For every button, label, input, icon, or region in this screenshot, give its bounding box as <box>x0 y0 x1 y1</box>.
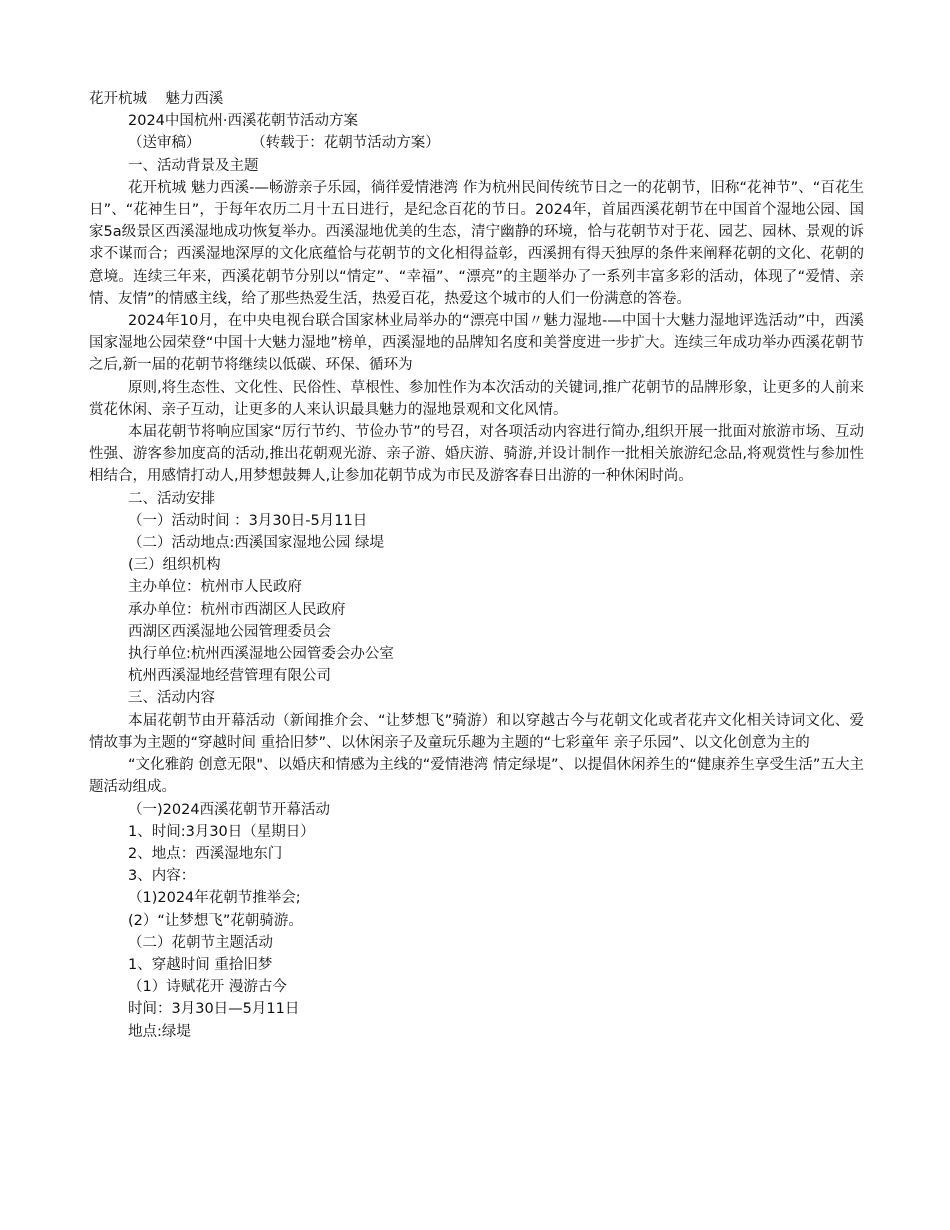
paragraph-call: 本届花朝节将响应国家“厉行节约、节俭办节”的号召，对各项活动内容进行简办,组织开展一批面对旅游市场、互动性强、游客参加度高的活动,推出花朝观光游、亲子游、婚庆游、骑游,并设计制作一批相关旅游纪念品,将观赏性与参加性相结合，用感情打动人,用梦想鼓舞人,让参加花朝节成为市民及游客春日出游的一种休闲时尚。 <box>89 424 864 485</box>
opening-place: 2、地点：西溪湿地东门 <box>128 845 283 862</box>
theme-activity-heading: （二）花朝节主题活动 <box>128 934 273 951</box>
document-page <box>89 88 864 1043</box>
draft-note: （送审稿） （转载于：花朝节活动方案） <box>128 135 440 152</box>
paragraph-background: 花开杭城 魅力西溪-—畅游亲子乐园，徜徉爱情港湾 作为杭州民间传统节日之一的花朝节，旧称“花神节”、“百花生日”、“花神生日”，于每年农历二月十五日进行，是纪念百花的节日。2024年，首届西溪花朝节在中国首个湿地公园、国家5a级景区西溪湿地成功恢复举办。西溪湿地优美的生态，清宁幽静的环境，恰与花朝节对于花、园艺、园林、景观的诉求不谋而合；西溪湿地深厚的文化底蕴恰与花朝节的文化相得益彰，西溪拥有得天独厚的条件来阐释花朝的文化、花朝的意境。连续三年来，西溪花朝节分别以“情定”、“幸福”、“漂亮”的主题举办了一系列丰富多彩的活动，体现了“爱情、亲情、友情”的情感主线，给了那些热爱生活，热爱百花，热爱这个城市的人们一份满意的答卷。 <box>89 179 864 307</box>
executor-unit: 执行单位:杭州西溪湿地公园管委会办公室 <box>128 646 394 663</box>
opening-activity-heading: （一)2024西溪花朝节开幕活动 <box>128 801 331 818</box>
host-unit: 主办单位：杭州市人民政府 <box>128 579 302 596</box>
operating-company: 杭州西溪湿地经营管理有限公司 <box>128 668 331 685</box>
activity-place: （二）活动地点:西溪国家湿地公园 绿堤 <box>128 535 384 552</box>
doc-title: 花开杭城 魅力西溪 <box>89 91 224 107</box>
doc-subtitle: 2024中国杭州·西溪花朝节活动方案 <box>128 113 359 130</box>
section-heading-3: 三、活动内容 <box>128 690 215 707</box>
activity-time: （一）活动时间 ：3月30日-5月11日 <box>128 512 368 529</box>
paragraph-principle: 原则,将生态性、文化性、民俗性、草根性、参加性作为本次活动的关键词,推广花朝节的品牌形象，让更多的人前来赏花休闲、亲子互动，让更多的人来认识最具魅力的湿地景观和文化风情。 <box>89 379 864 418</box>
theme-1-title: 1、穿越时间 重拾旧梦 <box>128 956 273 973</box>
paragraph-content-cont: “文化雅韵 创意无限"、以婚庆和情感为主线的“爱情港湾 情定绿堤”、以提倡休闲养生的“健康养生享受生活”五大主题活动组成。 <box>89 757 864 796</box>
section-heading-1: 一、活动背景及主题 <box>128 157 259 174</box>
theme-place: 地点:绿堤 <box>128 1023 191 1040</box>
paragraph-content: 本届花朝节由开幕活动（新闻推介会、“让梦想飞”骑游）和以穿越古今与花朝文化或者花卉文化相关诗词文化、爱情故事为主题的“穿越时间 重拾旧梦”、以休闲亲子及童玩乐趣为主题的“七彩童年 亲子乐园”、以文化创意为主的 <box>89 712 864 751</box>
management-committee: 西湖区西溪湿地公园管理委员会 <box>128 623 331 640</box>
opening-content-label: 3、内容： <box>128 868 196 885</box>
undertake-unit: 承办单位：杭州市西湖区人民政府 <box>128 601 346 618</box>
theme-1-sub: （1）诗赋花开 漫游古今 <box>128 979 287 996</box>
organization-heading: (三）组织机构 <box>128 557 221 574</box>
theme-time: 时间：3月30日—5月11日 <box>128 1001 300 1018</box>
opening-content-2: (2）“让梦想飞”花朝骑游。 <box>128 912 303 929</box>
opening-time: 1、时间:3月30日（星期日） <box>128 823 315 840</box>
opening-content-1: （1)2024年花朝节推举会; <box>128 890 301 907</box>
paragraph-2024-october: 2024年10月，在中央电视台联合国家林业局举办的“漂亮中国〃魅力湿地-—中国十大魅力湿地评选活动”中，西溪国家湿地公园荣登“中国十大魅力湿地”榜单，西溪湿地的品牌知名度和美誉度进一步扩大。连续三年成功举办西溪花朝节之后,新一届的花朝节将继续以低碳、环保、循环为 <box>89 313 864 374</box>
section-heading-2: 二、活动安排 <box>128 490 215 507</box>
